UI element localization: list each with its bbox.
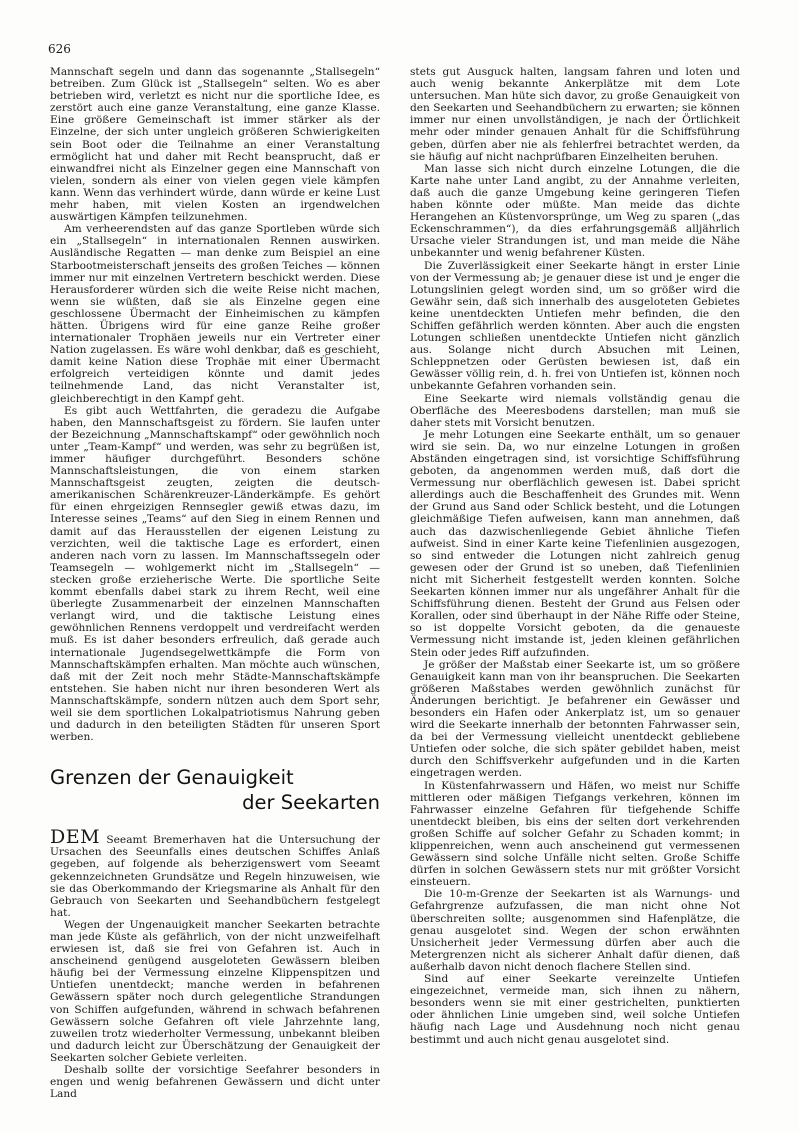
left-column	[50, 66, 380, 1100]
paragraph: Je mehr Lotungen eine Seekarte enthält, um so genauer wird sie sein. Da, wo nur einzelne Lotungen in großen Abständen eingetragen sind, ist vorsichtige Schiffsführung geboten, da angenommen werden muß, daß dort die Vermessung nur oberflächlich gewesen ist. Dabei spricht allerdings auch die Beschaffenheit des Grundes mit. Wenn der Grund aus Sand oder Schlick besteht, und die Lotungen gleichmäßige Tiefen aufweisen, kann man annehmen, daß auch das dazwischenliegende Gebiet ähnliche Tiefen aufweist. Sind in einer Karte keine Tiefenlinien ausgezogen, so sind entweder die Lotungen nicht zahlreich genug gewesen oder der Grund ist so uneben, daß Tiefenlinien nicht mit Sicherheit festgestellt werden konnten. Solche Seekarten können immer nur als ungefährer Anhalt für die Schiffsführung dienen. Besteht der Grund aus Felsen oder Korallen, oder sind überhaupt in der Nähe Riffe oder Steine, so ist doppelte Vorsicht geboten, da die genaueste Vermessung nicht imstande ist, jeden kleinen gefährlichen Stein oder jedes Riff aufzufinden.	[410, 428, 740, 659]
paragraph: Man lasse sich nicht durch einzelne Lotungen, die die Karte nahe unter Land angibt, zu der Annahme verleiten, daß auch die ganze Umgebung keine geringeren Tiefen haben könnte oder müßte. Man meide das dichte Herangehen an Küstenvorsprünge, um Weg zu sparen („das Eckenschrammen“), da dies erfahrungsgemäß alljährlich Ursache vieler Strandungen ist, und man meide die Nähe unbekannter und wenig befahrener Küsten.	[410, 162, 740, 260]
section-heading	[50, 765, 380, 815]
page-number: 626	[48, 42, 71, 56]
paragraph-intro	[50, 826, 380, 919]
paragraph-intro-text: Seeamt Bremerhaven hat die Untersuchung der Ursachen des Seeunfalls eines deutschen Schiffes Anlaß gegeben, auf folgende als beherzigenswert vom Seeamt gekennzeichneten Grundsätze und Regeln hinzuweisen, wie sie das Oberkommando der Kriegsmarine als Anhalt für den Gebrauch von Seekarten und Seehandbüchern festgelegt hat.	[50, 834, 380, 919]
paragraph: Wegen der Ungenauigkeit mancher Seekarten betrachte man jede Küste als gefährlich, von der nicht unzweifelhaft erwiesen ist, daß sie frei von Gefahren ist. Auch in anscheinend genügend ausgeloteten Gewässern bleiben häufig bei der Vermessung einzelne Klippenspitzen und Untiefen unentdeckt; manche werden in befahrenen Gewässern später noch durch gelegentliche Strandungen von Schiffen aufgefunden, während in schwach befahrenen Gewässern solche Gefahren oft viele Jahrzehnte lang, zuweilen trotz wiederholter Vermessung, unbekannt bleiben und dadurch leicht zur Überschätzung der Genauigkeit der Seekarten solcher Gebiete verleiten.	[50, 918, 380, 1064]
paragraph: Je größer der Maßstab einer Seekarte ist, um so größere Genauigkeit kann man von ihr beanspruchen. Die Seekarten größeren Maßstabes werden gewöhnlich zunächst für Änderungen berichtigt. Je befahrener ein Gewässer und besonders ein Hafen oder Ankerplatz ist, um so genauer wird die Seekarte innerhalb der betonnten Fahrwasser sein, da bei der Vermessung vielleicht unentdeckt gebliebene Untiefen oder solche, die sich später gebildet haben, meist durch den Schiffsverkehr aufgefunden und in die Karten eingetragen werden.	[410, 658, 740, 780]
paragraph: Mannschaft segeln und dann das sogenannte „Stallsegeln“ betreiben. Zum Glück ist „Stallsegeln“ selten. Wo es aber betrieben wird, verletzt es nicht nur die sportliche Idee, es zerstört auch eine ganze Veranstaltung, eine ganze Klasse. Eine größere Gemeinschaft ist immer stärker als der Einzelne, der sich unter ungleich größeren Schwierigkeiten sein Boot oder die Teilnahme an einer Veranstaltung ermöglicht hat und daher mit Recht beansprucht, daß er einwandfrei nicht als Einzelner gegen eine Mannschaft von vielen, sondern als einer von vielen gegen viele kämpfen kann. Wenn das verhindert würde, dann würde er keine Lust mehr haben, mit vielen Kosten an irgendwelchen auswärtigen Kämpfen teilzunehmen.	[50, 66, 380, 224]
right-column	[410, 66, 740, 1046]
paragraph: In Küstenfahrwassern und Häfen, wo meist nur Schiffe mittleren oder mäßigen Tiefgangs verkehren, können im Fahrwasser einzelne Gefahren für tiefgehende Schiffe unentdeckt bleiben, bis eins der selten dort verkehrenden großen Schiffe auf solcher Gefahr zu Schaden kommt; in klippenreichen, wenn auch anscheinend gut vermessenen Gewässern sind solche Unfälle nicht selten. Große Schiffe dürfen in solchen Gewässern stets nur mit größter Vorsicht einsteuern.	[410, 779, 740, 889]
paragraph: Die 10-m-Grenze der Seekarten ist als Warnungs- und Gefahrgrenze aufzufassen, die man nicht ohne Not überschreiten sollte; ausgenommen sind Hafenplätze, die genau ausgelotet sind. Wegen der schon erwähnten Unsicherheit jeder Vermessung dürfen aber auch die Metergrenzen nicht als sicherer Anhalt dafür dienen, daß außerhalb davon nicht denoch flachere Stellen sind.	[410, 888, 740, 973]
paragraph: stets gut Ausguck halten, langsam fahren und loten und auch wenig bekannte Ankerplätze mit dem Lote untersuchen. Man hüte sich davor, zu große Genauigkeit von den Seekarten und Seehandbüchern zu erwarten; sie können immer nur einen unvollständigen, je nach der Örtlichkeit mehr oder minder genauen Anhalt für die Schiffsführung geben, dürfen aber nie als fehlerfrei betrachtet werden, da sie häufig auf nicht nachprüfbaren Einzelheiten beruhen.	[410, 66, 740, 163]
paragraph: Deshalb sollte der vorsichtige Seefahrer besonders in engen und wenig befahrenen Gewässern und dicht unter Land	[50, 1064, 380, 1101]
section-heading-line-1: Grenzen der Genauigkeit	[50, 766, 294, 790]
drop-cap-word: DEM	[50, 826, 101, 849]
paragraph: Sind auf einer Seekarte vereinzelte Untiefen eingezeichnet, vermeide man, sich ihnen zu nähern, besonders wenn sie mit einer gestrichelten, punktierten oder ähnlichen Linie umgeben sind, weil solche Untiefen häufig nach Lage und Ausdehnung noch nicht genau bestimmt und auch nicht genau ausgelotet sind.	[410, 973, 740, 1046]
paragraph: Die Zuverlässigkeit einer Seekarte hängt in erster Linie von der Vermessung ab; je genauer diese ist und je enger die Lotungslinien gelegt worden sind, um so größer wird die Gewähr sein, daß sich innerhalb des ausgeloteten Gebietes keine unentdeckten Untiefen mehr befinden, die den Schiffen gefährlich werden könnten. Aber auch die engsten Lotungen schließen unentdeckte Untiefen nicht gänzlich aus. Solange nicht durch Absuchen mit Leinen, Schleppnetzen oder Gerüsten bewiesen ist, daß ein Gewässer völlig rein, d. h. frei von Untiefen ist, können noch unbekannte Gefahren vorhanden sein.	[410, 259, 740, 393]
paragraph: Eine Seekarte wird niemals vollständig genau die Oberfläche des Meeresbodens darstellen; man muß sie daher stets mit Vorsicht benutzen.	[410, 392, 740, 429]
section-heading-line-2: der Seekarten	[242, 791, 380, 815]
paragraph: Es gibt auch Wettfahrten, die geradezu die Aufgabe haben, den Mannschaftsgeist zu fördern. Sie laufen unter der Bezeichnung „Mannschaftskampf“ oder gewöhnlich noch unter „Team-Kampf“ und werden, was sehr zu begrüßen ist, immer häufiger durchgeführt. Besonders schöne Mannschaftsleistungen, die von einem starken Mannschaftsgeist zeugten, zeigten die deutsch-amerikanischen Schärenkreuzer-Länderkämpfe. Es gehört für einen ehrgeizigen Rennsegler gewiß etwas dazu, im Interesse seines „Teams“ auf den Sieg in einem Rennen und damit auf das Herausstellen der eigenen Leistung zu verzichten, weil die taktische Lage es erfordert, einen anderen nach vorn zu lassen. Im Mannschaftssegeln oder Teamsegeln — wohlgemerkt nicht im „Stallsegeln“ — stecken große erzieherische Werte. Die sportliche Seite kommt ebenfalls dabei stark zu ihrem Recht, weil eine überlegte Zusammenarbeit der einzelnen Mannschaften verlangt wird, und die taktische Leistung eines gewöhnlichen Rennens verdoppelt und verdreifacht werden muß. Es ist daher besonders erfreulich, daß gerade auch internationale Jugendsegelwettkämpfe die Form von Mannschaftskämpfen erhalten. Man möchte auch wünschen, daß mit der Zeit noch mehr Städte-Mannschaftskämpfe entstehen. Sie haben nicht nur ihren besonderen Wert als Mannschaftskämpfe, sondern nützen auch dem Sport sehr, weil sie dem sportlichen Lokalpatriotismus Nahrung geben und dadurch in den beteiligten Städten für unseren Sport werben.	[50, 404, 380, 744]
paragraph: Am verheerendsten auf das ganze Sportleben würde sich ein „Stallsegeln“ in internationalen Rennen auswirken. Ausländische Regatten — man denke zum Beispiel an eine Starbootmeisterschaft jenseits des großen Teiches — können immer nur mit einzelnen Vertretern beschickt werden. Diese Herausforderer würden sich die weite Reise nicht machen, wenn sie wüßten, daß sie als Einzelne gegen eine geschlossene Übermacht der Einheimischen zu kämpfen hätten. Übrigens wird für eine ganze Reihe großer internationaler Trophäen jeweils nur ein Vertreter einer Nation zugelassen. Es wäre wohl denkbar, daß es geschieht, damit keine Nation diese Trophäe mit einer Übermacht erfolgreich verteidigen könnte und damit jedes teilnehmende Land, das nicht Veranstalter ist, gleichberechtigt in den Kampf geht.	[50, 223, 380, 405]
